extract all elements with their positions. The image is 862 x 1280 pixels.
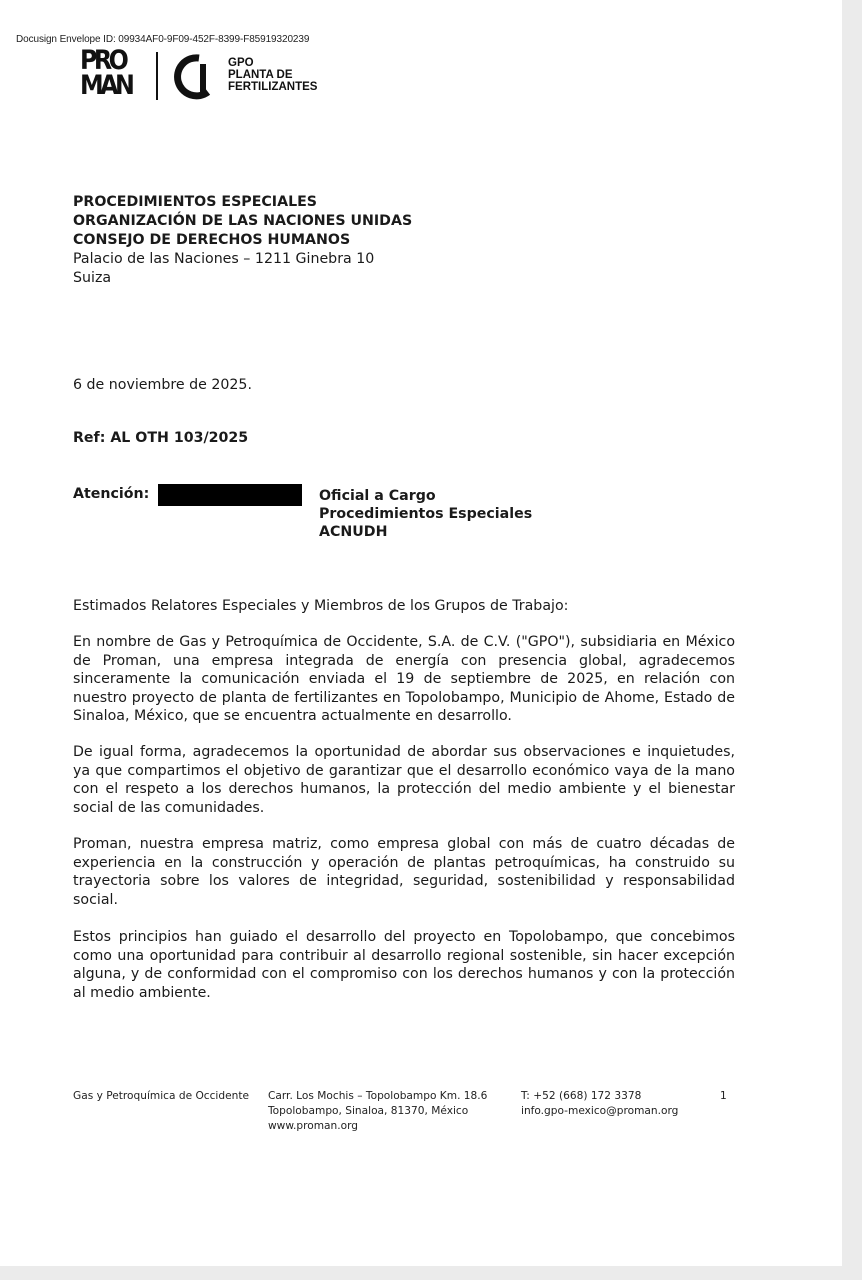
footer-page-number: 1	[720, 1090, 727, 1102]
footer-address-line-1: Carr. Los Mochis – Topolobampo Km. 18.6	[268, 1090, 488, 1102]
attention-line-3: ACNUDH	[319, 524, 388, 540]
recipient-line-1: PROCEDIMIENTOS ESPECIALES	[73, 194, 318, 210]
attention-label: Atención:	[73, 486, 150, 502]
salutation: Estimados Relatores Especiales y Miembros de los Grupos de Trabajo:	[73, 598, 569, 614]
gpo-logo-line-1: GPO	[228, 57, 254, 69]
proman-logo-row-1: PRO	[80, 45, 126, 76]
paragraph-2: De igual forma, agradecemos la oportunidad de abordar sus observaciones e inquietudes, ya que compartimos el objetivo de garantizar que el desarrollo económico vaya de la mano con el respeto a los derechos humanos, la protección del medio ambiente y el bienestar social de las comunidades.	[73, 744, 735, 816]
gpo-ring-logo-icon	[172, 54, 218, 100]
reference-number: Ref: AL OTH 103/2025	[73, 430, 249, 446]
logo-divider	[156, 52, 158, 100]
recipient-line-3: CONSEJO DE DERECHOS HUMANOS	[73, 232, 351, 248]
paragraph-3: Proman, nuestra empresa matriz, como empresa global con más de cuatro décadas de experiencia en la construcción y operación de plantas petroquímicas, ha construido su trayectoria sobre los valores de integridad, seguridad, sostenibilidad y responsabilidad social.	[73, 836, 735, 908]
footer-company	[73, 1089, 249, 1104]
redacted-name-bar	[158, 484, 302, 506]
footer-address	[268, 1089, 487, 1134]
attention-line-1: Oficial a Cargo	[319, 488, 436, 504]
footer-phone: T: +52 (668) 172 3378	[521, 1090, 642, 1102]
gpo-logo-line-3: FERTILIZANTES	[228, 81, 318, 93]
recipient-address	[73, 193, 412, 288]
footer-company-name: Gas y Petroquímica de Occidente	[73, 1090, 250, 1102]
gpo-logo-line-2: PLANTA DE	[228, 69, 293, 81]
recipient-line-2: ORGANIZACIÓN DE LAS NACIONES UNIDAS	[73, 213, 413, 229]
paragraph-1: En nombre de Gas y Petroquímica de Occidente, S.A. de C.V. ("GPO"), subsidiaria en México de Proman, una empresa integrada de energía con presencia global, agradecemos sinceramente la comunicación enviada el 19 de septiembre de 2025, en relación con nuestro proyecto de planta de fertilizantes en Topolobampo, Municipio de Ahome, Estado de Sinaloa, México, que se encuentra actualmente en desarrollo.	[73, 634, 735, 724]
paragraph-4: Estos principios han guiado el desarrollo del proyecto en Topolobampo, que concebimos como una oportunidad para contribuir al desarrollo regional sostenible, sin hacer excepción alguna, y de conformidad con el compromiso con los derechos humanos y con la protección al medio ambiente.	[73, 929, 735, 1001]
recipient-line-5: Suiza	[73, 270, 112, 286]
proman-logo	[80, 45, 146, 101]
footer-website: www.proman.org	[268, 1120, 358, 1132]
recipient-line-4: Palacio de las Naciones – 1211 Ginebra 10	[73, 251, 375, 267]
proman-logo-row-2: MAN	[80, 70, 132, 101]
gpo-logo-text	[228, 57, 317, 93]
letter-date: 6 de noviembre de 2025.	[73, 377, 252, 393]
attention-lines	[319, 487, 532, 541]
footer-email: info.gpo-mexico@proman.org	[521, 1105, 679, 1117]
attention-line-2: Procedimientos Especiales	[319, 506, 533, 522]
footer-contact	[521, 1089, 678, 1119]
footer-address-line-2: Topolobampo, Sinaloa, 81370, México	[268, 1105, 469, 1117]
docusign-envelope-id: Docusign Envelope ID: 09934AF0-9F09-452F-8399-F85919320239	[16, 34, 310, 45]
